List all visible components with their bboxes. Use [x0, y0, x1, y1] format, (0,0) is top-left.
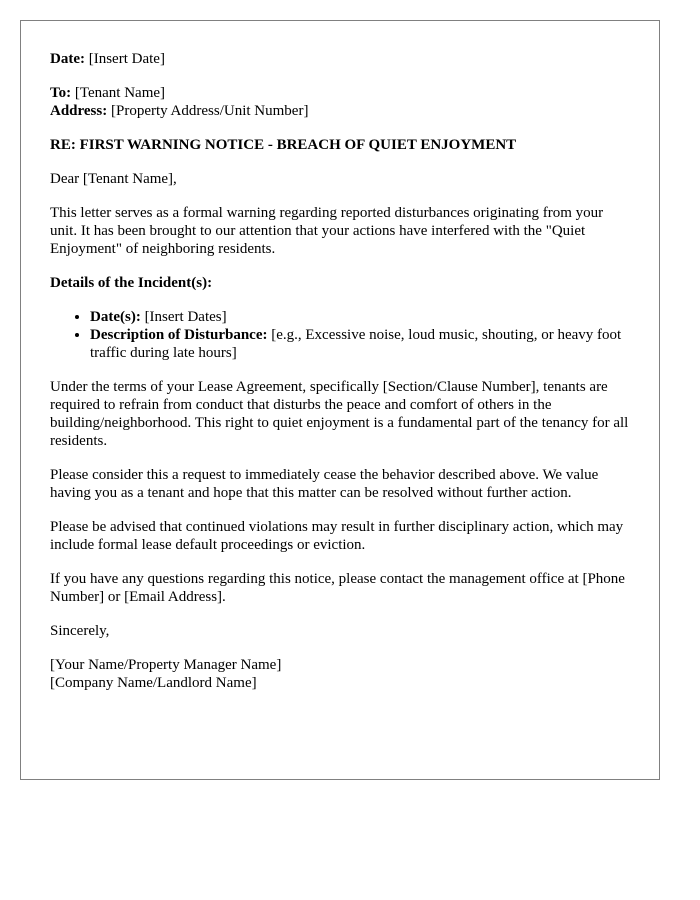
- body-paragraph: Under the terms of your Lease Agreement, specifically [Section/Clause Number], tenants are required to refrain from conduct that disturbs the peace and comfort of others in the building/neighborhood. This right to quiet enjoyment is a fundamental part of the tenancy for all residents.: [50, 379, 629, 449]
- date-line: [50, 50, 630, 68]
- detail-value: [Insert Dates]: [144, 309, 227, 325]
- date-label: Date:: [50, 51, 85, 67]
- signature-company: [Company Name/Landlord Name]: [50, 675, 257, 691]
- subject-line: RE: FIRST WARNING NOTICE - BREACH OF QUIET ENJOYMENT: [50, 137, 517, 153]
- details-heading: Details of the Incident(s):: [50, 275, 213, 291]
- detail-label: Date(s):: [90, 309, 141, 325]
- body-paragraph: Please consider this a request to immediately cease the behavior described above. We value having you as a tenant and hope that this matter can be resolved without further action.: [50, 467, 599, 501]
- to-value: [Tenant Name]: [74, 85, 166, 101]
- body-paragraph: If you have any questions regarding this notice, please contact the management office at [Phone Number] or [Email Address].: [50, 571, 625, 605]
- address-line: [50, 102, 630, 120]
- date-value: [Insert Date]: [88, 51, 165, 67]
- signature-name: [Your Name/Property Manager Name]: [50, 657, 282, 673]
- body-paragraph: Please be advised that continued violations may result in further disciplinary action, which may include formal lease default proceedings or eviction.: [50, 519, 624, 553]
- letter-document: [20, 20, 660, 780]
- salutation: Dear [Tenant Name],: [50, 171, 177, 187]
- to-label: To:: [50, 85, 72, 101]
- signature-block: [50, 656, 630, 692]
- to-line: [50, 84, 630, 102]
- address-label: Address:: [50, 103, 108, 119]
- closing: Sincerely,: [50, 623, 110, 639]
- detail-label: Description of Disturbance:: [90, 327, 268, 343]
- list-item: [90, 308, 630, 326]
- address-value: [Property Address/Unit Number]: [110, 103, 309, 119]
- details-list: [50, 308, 630, 362]
- list-item: [90, 326, 630, 362]
- intro-paragraph: This letter serves as a formal warning regarding reported disturbances originating from your unit. It has been brought to our attention that your actions have interfered with the "Quiet Enjoyment" of neighboring residents.: [50, 205, 604, 257]
- detail-value: [e.g., Excessive noise, loud music, shouting, or heavy foot traffic during late hours]: [90, 327, 622, 361]
